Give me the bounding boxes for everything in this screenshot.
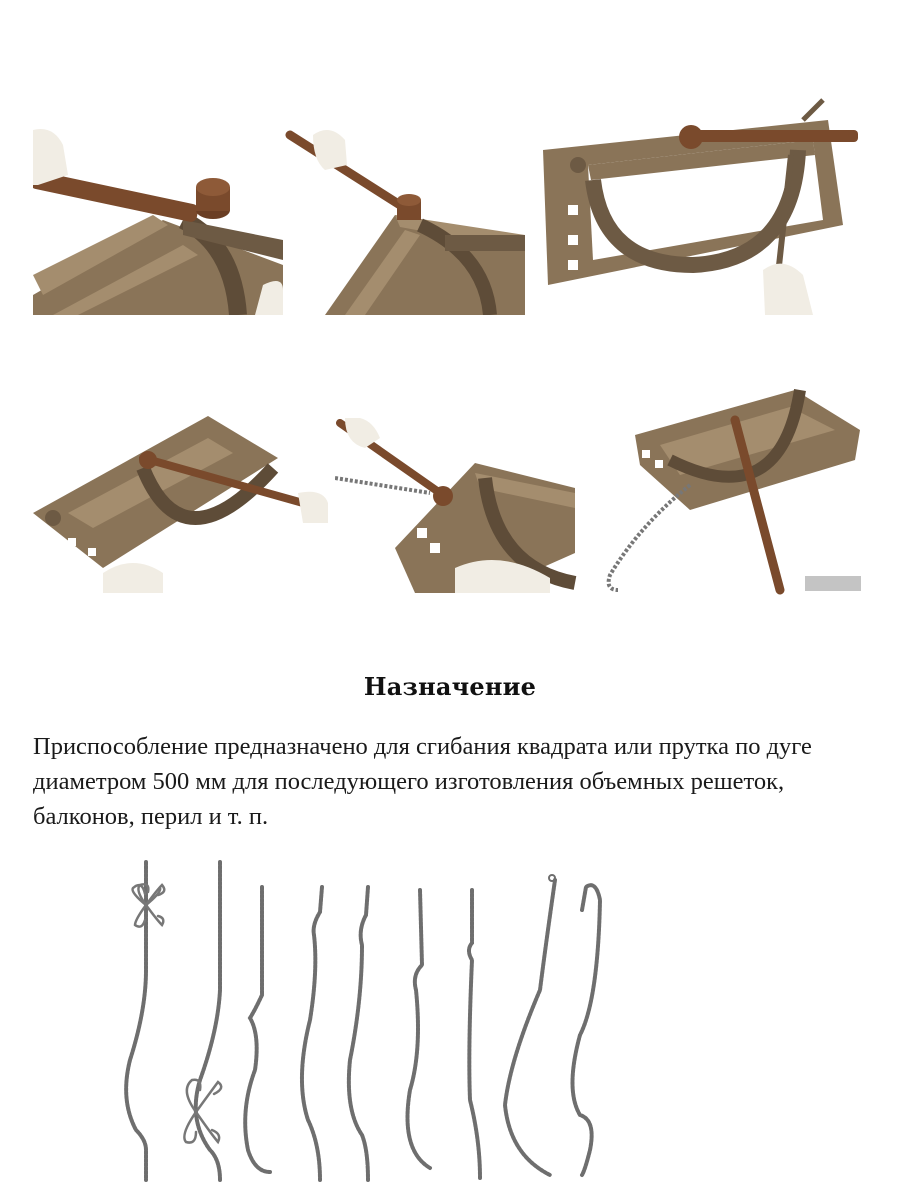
baluster-illustration [100,850,860,1190]
section-title: Назначение [363,672,537,701]
section-description: Приспособление предназначено для сгибания квадрата или прутка по дуге диаметром 500 мм для последующего изготовления объемных решеток, балконов, перил и т. п. [33,733,812,830]
photo-bending-step-3 [533,95,868,320]
photo-bending-step-2 [285,125,530,315]
photo-bending-step-5 [335,418,580,593]
photo-bending-step-1 [33,125,283,315]
photo-bending-step-4 [33,408,328,593]
photo-bending-step-6 [580,385,870,595]
watermark-patch [805,576,861,591]
